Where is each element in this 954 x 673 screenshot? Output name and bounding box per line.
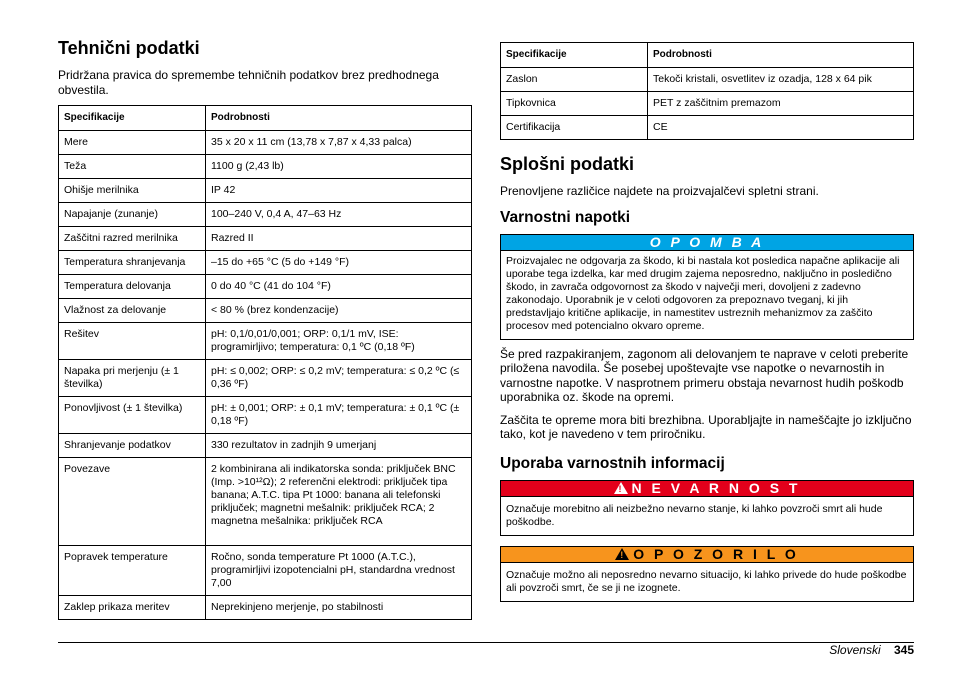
page-title: Tehnični podatki xyxy=(58,38,200,58)
general-title: Splošni podatki xyxy=(500,154,635,174)
table-row xyxy=(59,546,472,596)
detail-cell: PET z zaščitnim premazom xyxy=(648,92,914,116)
warning-triangle-icon: ! xyxy=(615,548,629,560)
detail-cell: 100–240 V, 0,4 A, 47–63 Hz xyxy=(206,203,472,227)
table-row xyxy=(59,323,472,360)
intro-text: Pridržana pravica do spremembe tehničnih podatkov brez predhodnega obvestila. xyxy=(58,68,439,97)
table-header-row xyxy=(59,106,472,131)
page-footer xyxy=(829,643,914,657)
spec-cell: Ponovljivost (± 1 številka) xyxy=(59,397,206,434)
danger-header xyxy=(501,481,913,497)
spec-cell: Tipkovnica xyxy=(501,92,648,116)
footer-divider xyxy=(58,642,914,643)
header-spec: Specifikacije xyxy=(59,106,206,131)
spec-table xyxy=(58,105,472,620)
footer-language: Slovenski xyxy=(829,643,881,657)
detail-cell: 2 kombinirana ali indikatorska sonda: priključek BNC (Imp. >10¹²Ω); 2 referenčni elektrodi: priključek tipa banana; A.T.C. tipa Pt 1000: banana ali telefonski priključek; magnetni mešalnik: priključek RCA; 2 magnetna mešalnika: priključek RCA xyxy=(206,458,472,546)
table-row xyxy=(59,251,472,275)
spec-cell: Popravek temperature xyxy=(59,546,206,596)
detail-cell: –15 do +65 °C (5 do +149 °F) xyxy=(206,251,472,275)
general-text: Prenovljene različice najdete na proizvajalčevi spletni strani. xyxy=(500,184,819,198)
note-box xyxy=(500,234,914,340)
warning-box xyxy=(500,546,914,602)
spec-cell: Temperatura delovanja xyxy=(59,275,206,299)
warning-triangle-icon: ! xyxy=(614,482,628,494)
spec-cell: Napaka pri merjenju (± 1 številka) xyxy=(59,360,206,397)
spec-cell: Zaščitni razred merilnika xyxy=(59,227,206,251)
spec-cell: Napajanje (zunanje) xyxy=(59,203,206,227)
detail-cell: Ročno, sonda temperature Pt 1000 (A.T.C.), programirljivi izopotencialni pH, standardna vrednost 7,00 xyxy=(206,546,472,596)
detail-cell: 35 x 20 x 11 cm (13,78 x 7,87 x 4,33 palca) xyxy=(206,131,472,155)
detail-cell: pH: ± 0,001; ORP: ± 0,1 mV; temperatura: ± 0,1 ºC (± 0,18 ºF) xyxy=(206,397,472,434)
table-row xyxy=(59,227,472,251)
danger-text: Označuje morebitno ali neizbežno nevarno stanje, ki lahko povzroči smrt ali hude poškodbe. xyxy=(506,502,883,528)
table-row xyxy=(59,203,472,227)
detail-cell: CE xyxy=(648,116,914,140)
spec-cell: Povezave xyxy=(59,458,206,546)
spec-cell: Temperatura shranjevanja xyxy=(59,251,206,275)
table-row xyxy=(501,92,914,116)
table-row xyxy=(59,596,472,620)
spec-cell: Rešitev xyxy=(59,323,206,360)
safety-paragraph-2: Zaščita te opreme mora biti brezhibna. Uporabljajte in nameščajte jo izključno tako, kot je navedeno v tem priročniku. xyxy=(500,412,912,441)
table-row xyxy=(59,155,472,179)
detail-cell: Razred II xyxy=(206,227,472,251)
spec-cell: Mere xyxy=(59,131,206,155)
spec-cell: Certifikacija xyxy=(501,116,648,140)
right-column xyxy=(500,42,914,612)
table-row xyxy=(59,458,472,546)
detail-cell: 1100 g (2,43 lb) xyxy=(206,155,472,179)
warning-header xyxy=(501,547,913,563)
detail-cell: Neprekinjeno merjenje, po stabilnosti xyxy=(206,596,472,620)
left-column xyxy=(58,38,472,620)
header-spec: Specifikacije xyxy=(501,43,648,68)
detail-cell: 330 rezultatov in zadnjih 9 umerjanj xyxy=(206,434,472,458)
table-row xyxy=(59,434,472,458)
danger-box xyxy=(500,480,914,536)
spec-cell: Zaslon xyxy=(501,68,648,92)
table-row xyxy=(59,275,472,299)
danger-label: N E V A R N O S T xyxy=(631,480,801,496)
detail-cell: 0 do 40 °C (41 do 104 °F) xyxy=(206,275,472,299)
detail-cell: pH: 0,1/0,01/0,001; ORP: 0,1/1 mV, ISE: programirljivo; temperatura: 0,1 ºC (0,18 ºF) xyxy=(206,323,472,360)
detail-cell: pH: ≤ 0,002; ORP: ≤ 0,2 mV; temperatura: ≤ 0,2 ºC (≤ 0,36 ºF) xyxy=(206,360,472,397)
table-row xyxy=(59,360,472,397)
warning-label: O P O Z O R I L O xyxy=(633,546,799,562)
table-row xyxy=(501,68,914,92)
warning-text: Označuje možno ali neposredno nevarno situacijo, ki lahko privede do hude poškodbe ali povzroči smrt, če se ji ne izognete. xyxy=(506,568,907,594)
spec-table-continued xyxy=(500,42,914,140)
usage-title: Uporaba varnostnih informacij xyxy=(500,454,725,472)
header-details: Podrobnosti xyxy=(206,106,472,131)
spec-cell: Teža xyxy=(59,155,206,179)
safety-paragraph-1: Še pred razpakiranjem, zagonom ali delovanjem te naprave v celoti preberite priložena navodila. Še posebej upoštevajte vse napotke o nevarnostih in varnostne napotke. V nasprotnem primeru obstaja nevarnost hudih poškodb uporabnika oz. škode na opremi. xyxy=(500,346,909,404)
spec-cell: Vlažnost za delovanje xyxy=(59,299,206,323)
table-row xyxy=(59,179,472,203)
table-row xyxy=(501,116,914,140)
note-header: O P O M B A xyxy=(501,235,913,251)
spec-cell: Zaklep prikaza meritev xyxy=(59,596,206,620)
safety-title: Varnostni napotki xyxy=(500,208,631,226)
table-row xyxy=(59,299,472,323)
table-row xyxy=(59,131,472,155)
spec-cell: Ohišje merilnika xyxy=(59,179,206,203)
header-details: Podrobnosti xyxy=(648,43,914,68)
spec-cell: Shranjevanje podatkov xyxy=(59,434,206,458)
detail-cell: < 80 % (brez kondenzacije) xyxy=(206,299,472,323)
note-text: Proizvajalec ne odgovarja za škodo, ki bi nastala kot posledica napačne aplikacije ali uporabe tega izdelka, kar med drugim zajema neposredno, naključno in posledično škodo, in zavrača odgovornost za škodo v največji meri, dovoljeni z zadevno zakonodajo. Uporabnik je v celoti odgovoren za prepoznavo tveganj, ki jih predstavljajo kritične aplikacije, in namestitev ustreznih mehanizmov za zaščito procesov med potencialno okvaro opreme. xyxy=(506,254,900,332)
page-number: 345 xyxy=(893,643,914,657)
table-row xyxy=(59,397,472,434)
table-header-row xyxy=(501,43,914,68)
detail-cell: IP 42 xyxy=(206,179,472,203)
detail-cell: Tekoči kristali, osvetlitev iz ozadja, 128 x 64 pik xyxy=(648,68,914,92)
